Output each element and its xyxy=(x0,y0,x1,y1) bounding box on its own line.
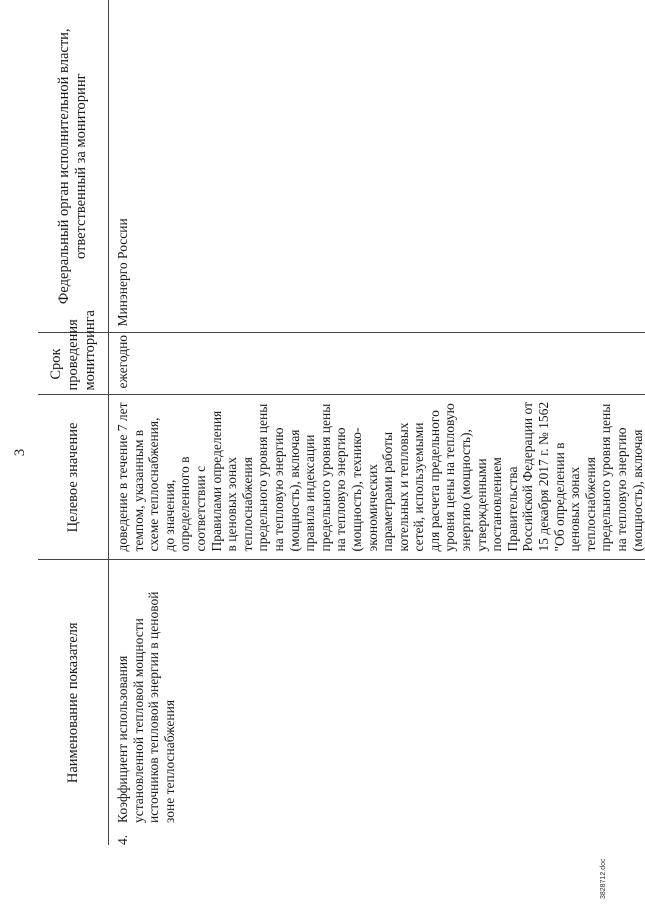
indicator-table xyxy=(38,0,645,845)
cell-indicator-name xyxy=(109,560,645,845)
cell-target-value: доведение в течение 7 лет темпом, указанным в схеме теплоснабжения, до значения, определенного в соответствии с Правилами определения в ценовых зонах теплоснабжения предельного уровня цены на тепловую энергию (мощность), включая правила индексации предельного уровня цены на тепловую энергию (мощность), технико-экономических параметрами работы котельных и тепловых сетей, используемыми для расчета предельного уровня цены на тепловую энергию (мощность), утвержденными постановлением Правительства Российской Федерации от 15 декабря 2017 г. № 1562 "Об определении в ценовых зонах теплоснабжения предельного уровня цены на тепловую энергию (мощность), включая xyxy=(109,395,645,560)
header-target-value: Целевое значение xyxy=(38,395,109,560)
row-number: 4. xyxy=(115,834,130,845)
header-responsible-agency: Федеральный орган исполнительной власти, ответственный за мониторинг xyxy=(38,0,109,333)
page-number: 3 xyxy=(12,448,28,457)
indicator-name-text: Коэффициент использования установленной тепловой мощности источников тепловой энергии в ценовой зоне теплоснабжения xyxy=(115,591,177,823)
header-indicator-name: Наименование показателя xyxy=(38,560,109,845)
table-header-row xyxy=(38,0,109,845)
table-row xyxy=(109,0,645,845)
cell-monitoring-term: ежегодно xyxy=(109,333,645,395)
cell-responsible-agency: Минэнерго России xyxy=(109,0,645,333)
document-filename: 3828712.doc xyxy=(600,858,607,899)
header-monitoring-term: Срок проведения мониторинга xyxy=(38,333,109,395)
